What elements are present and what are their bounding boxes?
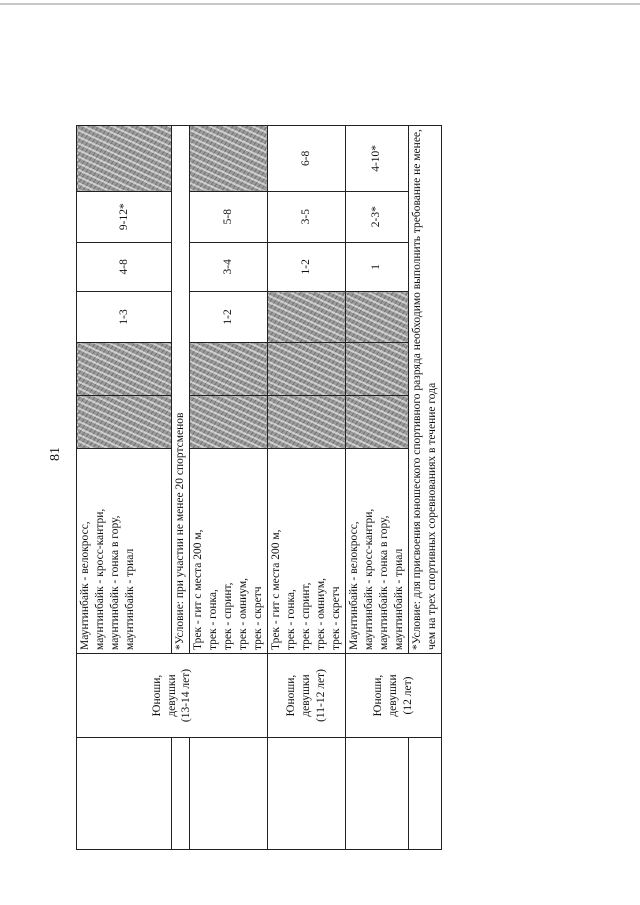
- age-group-11-12: [267, 654, 345, 738]
- event-line: Трек - гит с места 200 м,: [191, 529, 204, 650]
- places-cell: 1: [345, 242, 408, 291]
- event-line: трек - гонка,: [284, 589, 297, 650]
- events-cell: [77, 449, 172, 654]
- event-line: трек - гонка,: [206, 589, 219, 650]
- event-line: Трек - гит с места 200 м,: [269, 529, 282, 650]
- places-cell: 1-3: [77, 291, 172, 342]
- event-line: Маунтинбайк - велокросс,: [347, 521, 360, 650]
- events-cell: [189, 449, 267, 654]
- events-cell: [267, 449, 345, 654]
- empty-cell: [77, 738, 172, 850]
- places-cell: 9-12*: [77, 191, 172, 242]
- shaded-cell: [345, 291, 408, 342]
- age-line: девушки: [165, 674, 178, 717]
- event-line: трек - скретч: [251, 586, 264, 650]
- event-line: маунтинбайк - триал: [123, 548, 136, 650]
- event-line: трек - омниум,: [236, 577, 249, 650]
- shaded-cell: [77, 126, 172, 192]
- condition-line: чем на трех спортивных соревнованиях в течение года: [425, 382, 438, 650]
- condition-row: [408, 126, 441, 850]
- condition-row: [172, 126, 190, 850]
- event-line: трек - спринт,: [221, 582, 234, 650]
- age-line: Юноши,: [150, 674, 163, 717]
- table-row: [189, 126, 267, 850]
- shaded-cell: [267, 343, 345, 396]
- age-line: (11-12 лет): [314, 669, 327, 722]
- condition-line: *Условие: для присвоения юношеского спортивного разряда необходимо выполнить требование не менее,: [410, 129, 423, 650]
- places-cell: 3-4: [189, 242, 267, 291]
- event-line: маунтинбайк - кросс-кантри,: [362, 508, 375, 650]
- places-cell: 1-2: [189, 291, 267, 342]
- shaded-cell: [267, 291, 345, 342]
- event-line: трек - омниум,: [314, 577, 327, 650]
- event-line: трек - спринт,: [299, 582, 312, 650]
- age-group-12: [345, 654, 441, 738]
- table-row: [77, 126, 172, 850]
- condition-note: [408, 126, 441, 654]
- event-line: маунтинбайк - кросс-кантри,: [93, 508, 106, 650]
- shaded-cell: [267, 396, 345, 449]
- empty-cell: [267, 738, 345, 850]
- places-cell: 4-10*: [345, 126, 408, 192]
- places-cell: 2-3*: [345, 191, 408, 242]
- places-cell: 1-2: [267, 242, 345, 291]
- age-line: (13-14 лет): [180, 668, 193, 723]
- event-line: маунтинбайк - гонка в гору,: [377, 515, 390, 650]
- empty-cell: [408, 738, 441, 850]
- places-cell: 3-5: [267, 191, 345, 242]
- table-row: [267, 126, 345, 850]
- shaded-cell: [77, 396, 172, 449]
- shaded-cell: [345, 343, 408, 396]
- event-line: маунтинбайк - гонка в гору,: [108, 515, 121, 650]
- shaded-cell: [345, 396, 408, 449]
- places-cell: 5-8: [189, 191, 267, 242]
- age-line: Юноши,: [285, 674, 298, 717]
- event-line: маунтинбайк - триал: [392, 548, 405, 650]
- age-group-13-14: [77, 654, 268, 738]
- empty-cell: [189, 738, 267, 850]
- shaded-cell: [77, 343, 172, 396]
- table-row: [345, 126, 408, 850]
- places-cell: 6-8: [267, 126, 345, 192]
- shaded-cell: [189, 126, 267, 192]
- age-line: (12 лет): [401, 676, 414, 715]
- places-cell: 4-8: [77, 242, 172, 291]
- events-cell: [345, 449, 408, 654]
- sports-rank-table: [76, 125, 442, 850]
- age-line: девушки: [299, 674, 312, 717]
- event-line: Маунтинбайк - велокросс,: [79, 521, 91, 650]
- age-line: Юноши,: [371, 674, 384, 717]
- empty-cell: [345, 738, 408, 850]
- condition-note: *Условие: при участии не менее 20 спортсменов: [172, 126, 190, 654]
- shaded-cell: [189, 396, 267, 449]
- empty-cell: [172, 738, 190, 850]
- shaded-cell: [189, 343, 267, 396]
- age-line: девушки: [386, 674, 399, 717]
- page-number: 81: [48, 447, 63, 461]
- event-line: трек - скретч: [329, 586, 342, 650]
